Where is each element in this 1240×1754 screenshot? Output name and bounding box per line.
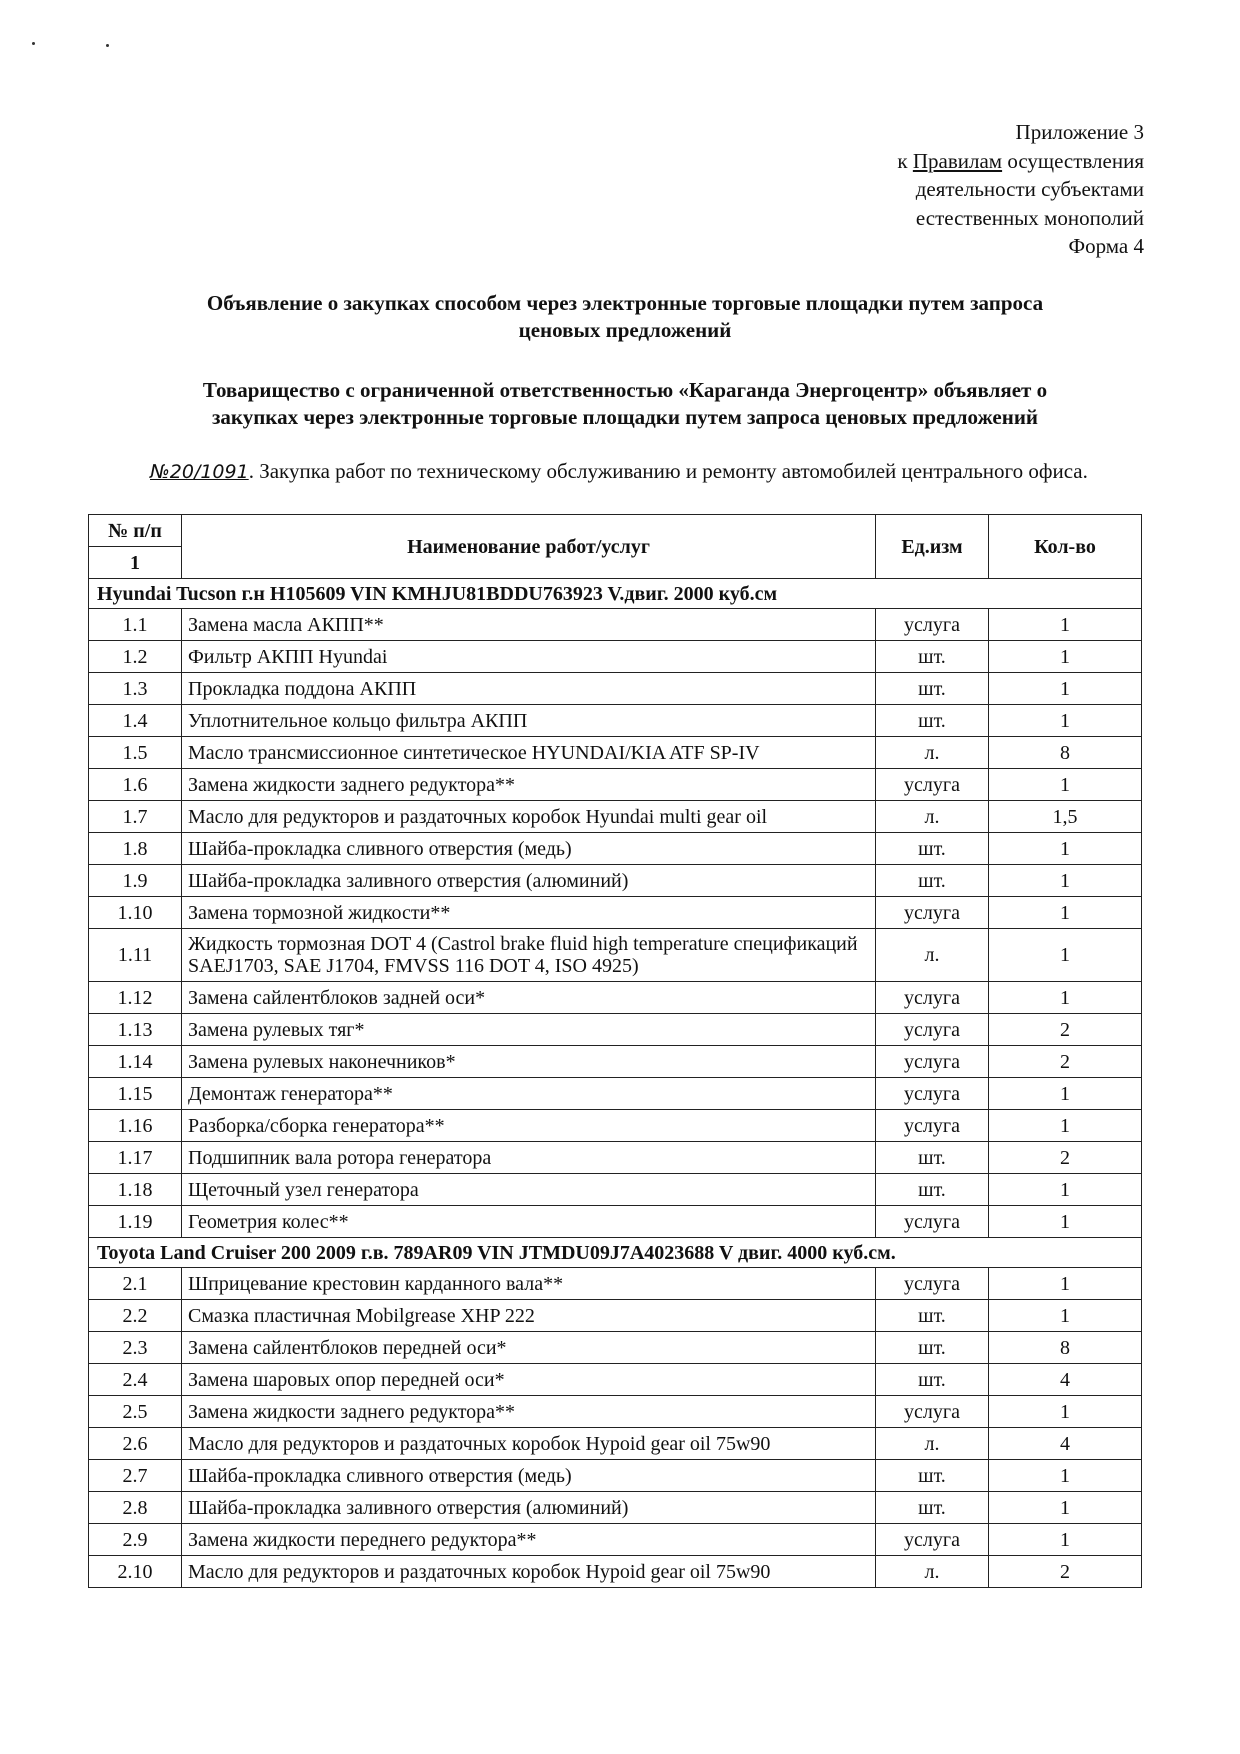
company-statement bbox=[110, 377, 1140, 431]
appendix-prefix: к bbox=[897, 148, 913, 173]
appendix-header bbox=[897, 118, 1144, 261]
table-row bbox=[89, 1078, 1142, 1110]
row-qty: 1 bbox=[989, 1492, 1142, 1524]
row-unit: услуга bbox=[876, 897, 989, 929]
vehicle-group-row bbox=[89, 579, 1142, 609]
row-qty: 2 bbox=[989, 1046, 1142, 1078]
row-qty: 1 bbox=[989, 1268, 1142, 1300]
row-unit: шт. bbox=[876, 1332, 989, 1364]
row-qty: 4 bbox=[989, 1428, 1142, 1460]
row-unit: услуга bbox=[876, 769, 989, 801]
rules-link[interactable]: Правилам bbox=[912, 148, 1003, 173]
row-unit: шт. bbox=[876, 1460, 989, 1492]
row-name: Уплотнительное кольцо фильтра АКПП bbox=[182, 705, 876, 737]
row-number: 1.14 bbox=[89, 1046, 182, 1078]
purchase-description bbox=[132, 458, 1142, 486]
table-row bbox=[89, 1396, 1142, 1428]
row-number: 1.2 bbox=[89, 641, 182, 673]
table-row bbox=[89, 1524, 1142, 1556]
row-number: 1.1 bbox=[89, 609, 182, 641]
row-qty: 1,5 bbox=[989, 801, 1142, 833]
row-name: Жидкость тормозная DOT 4 (Castrol brake fluid high temperature спецификаций SAEJ1703, SAE J1704, FMVSS 116 DOT 4, ISO 4925) bbox=[182, 929, 876, 982]
row-number: 2.6 bbox=[89, 1428, 182, 1460]
vehicle-title: Toyota Land Cruiser 200 2009 г.в. 789AR09 VIN JTMDU09J7A4023688 V двиг. 4000 куб.см. bbox=[89, 1238, 1142, 1268]
table-row bbox=[89, 1046, 1142, 1078]
row-unit: шт. bbox=[876, 705, 989, 737]
appendix-line: естественных монополий bbox=[915, 205, 1144, 230]
appendix-suffix: осуществления bbox=[1002, 148, 1144, 173]
table-row bbox=[89, 1174, 1142, 1206]
row-name: Шайба-прокладка сливного отверстия (медь) bbox=[182, 1460, 876, 1492]
row-name: Шприцевание крестовин карданного вала** bbox=[182, 1268, 876, 1300]
row-unit: л. bbox=[876, 737, 989, 769]
scan-speck bbox=[32, 42, 35, 45]
vehicle-group-row bbox=[89, 1238, 1142, 1268]
row-unit: шт. bbox=[876, 673, 989, 705]
row-number: 2.7 bbox=[89, 1460, 182, 1492]
appendix-line bbox=[897, 147, 1144, 176]
header-unit: Ед.изм bbox=[876, 515, 989, 579]
row-unit: л. bbox=[876, 1428, 989, 1460]
row-qty: 2 bbox=[989, 1556, 1142, 1588]
row-number: 1.13 bbox=[89, 1014, 182, 1046]
table-row bbox=[89, 609, 1142, 641]
row-qty: 1 bbox=[989, 769, 1142, 801]
row-qty: 1 bbox=[989, 897, 1142, 929]
row-qty: 1 bbox=[989, 1300, 1142, 1332]
row-qty: 1 bbox=[989, 1460, 1142, 1492]
row-name: Замена жидкости заднего редуктора** bbox=[182, 769, 876, 801]
row-number: 2.4 bbox=[89, 1364, 182, 1396]
table-row bbox=[89, 705, 1142, 737]
row-name: Замена жидкости заднего редуктора** bbox=[182, 1396, 876, 1428]
row-name: Масло для редукторов и раздаточных коробок Hypoid gear oil 75w90 bbox=[182, 1556, 876, 1588]
row-number: 1.17 bbox=[89, 1142, 182, 1174]
table-row bbox=[89, 1014, 1142, 1046]
table-row bbox=[89, 1492, 1142, 1524]
header-num: № п/п bbox=[89, 515, 182, 547]
row-number: 1.3 bbox=[89, 673, 182, 705]
row-unit: услуга bbox=[876, 982, 989, 1014]
row-name: Разборка/сборка генератора** bbox=[182, 1110, 876, 1142]
row-qty: 8 bbox=[989, 737, 1142, 769]
vehicle-title: Hyundai Tucson г.н H105609 VIN KMHJU81BDDU763923 V.двиг. 2000 куб.см bbox=[89, 579, 1142, 609]
row-qty: 2 bbox=[989, 1142, 1142, 1174]
row-number: 2.2 bbox=[89, 1300, 182, 1332]
row-name: Шайба-прокладка сливного отверстия (медь) bbox=[182, 833, 876, 865]
row-qty: 1 bbox=[989, 1110, 1142, 1142]
row-qty: 1 bbox=[989, 1174, 1142, 1206]
row-number: 2.10 bbox=[89, 1556, 182, 1588]
title-line: ценовых предложений bbox=[518, 318, 732, 342]
row-name: Замена тормозной жидкости** bbox=[182, 897, 876, 929]
row-name: Замена жидкости переднего редуктора** bbox=[182, 1524, 876, 1556]
row-number: 1.12 bbox=[89, 982, 182, 1014]
row-unit: шт. bbox=[876, 865, 989, 897]
row-number: 1.16 bbox=[89, 1110, 182, 1142]
row-name: Замена сайлентблоков передней оси* bbox=[182, 1332, 876, 1364]
row-qty: 8 bbox=[989, 1332, 1142, 1364]
table-row bbox=[89, 1332, 1142, 1364]
row-number: 1.18 bbox=[89, 1174, 182, 1206]
row-number: 1.6 bbox=[89, 769, 182, 801]
table-row bbox=[89, 865, 1142, 897]
table-row bbox=[89, 769, 1142, 801]
row-unit: л. bbox=[876, 1556, 989, 1588]
row-unit: шт. bbox=[876, 1364, 989, 1396]
row-qty: 1 bbox=[989, 982, 1142, 1014]
row-name: Масло для редукторов и раздаточных коробок Hyundai multi gear oil bbox=[182, 801, 876, 833]
table-row bbox=[89, 1142, 1142, 1174]
row-name: Подшипник вала ротора генератора bbox=[182, 1142, 876, 1174]
table-row bbox=[89, 1300, 1142, 1332]
row-name: Замена рулевых наконечников* bbox=[182, 1046, 876, 1078]
table-row bbox=[89, 641, 1142, 673]
row-number: 2.1 bbox=[89, 1268, 182, 1300]
row-name: Шайба-прокладка заливного отверстия (алюминий) bbox=[182, 865, 876, 897]
row-number: 1.10 bbox=[89, 897, 182, 929]
table-row bbox=[89, 1428, 1142, 1460]
row-name: Смазка пластичная Mobilgrease XHP 222 bbox=[182, 1300, 876, 1332]
title-line: Объявление о закупках способом через электронные торговые площадки путем запроса bbox=[206, 291, 1044, 315]
row-qty: 1 bbox=[989, 865, 1142, 897]
row-qty: 1 bbox=[989, 641, 1142, 673]
row-name: Шайба-прокладка заливного отверстия (алюминий) bbox=[182, 1492, 876, 1524]
row-number: 1.15 bbox=[89, 1078, 182, 1110]
row-unit: услуга bbox=[876, 609, 989, 641]
table-row bbox=[89, 982, 1142, 1014]
table-row bbox=[89, 1364, 1142, 1396]
purchase-text: . Закупка работ по техническому обслуживанию и ремонту автомобилей центрального офиса. bbox=[248, 459, 1088, 483]
row-name: Прокладка поддона АКПП bbox=[182, 673, 876, 705]
row-qty: 1 bbox=[989, 929, 1142, 982]
row-number: 2.9 bbox=[89, 1524, 182, 1556]
table-row bbox=[89, 1460, 1142, 1492]
table-row bbox=[89, 929, 1142, 982]
appendix-line: деятельности субъектами bbox=[915, 177, 1144, 201]
row-unit: услуга bbox=[876, 1014, 989, 1046]
table-row bbox=[89, 1268, 1142, 1300]
row-qty: 1 bbox=[989, 1078, 1142, 1110]
statement-line: закупках через электронные торговые площадки путем запроса ценовых предложений bbox=[211, 405, 1039, 429]
purchase-number: №20/1091 bbox=[150, 461, 249, 483]
row-qty: 1 bbox=[989, 1396, 1142, 1428]
row-number: 1.19 bbox=[89, 1206, 182, 1238]
row-unit: шт. bbox=[876, 1142, 989, 1174]
row-number: 1.9 bbox=[89, 865, 182, 897]
row-qty: 1 bbox=[989, 673, 1142, 705]
row-unit: услуга bbox=[876, 1046, 989, 1078]
row-unit: л. bbox=[876, 929, 989, 982]
table-row bbox=[89, 833, 1142, 865]
row-name: Демонтаж генератора** bbox=[182, 1078, 876, 1110]
row-number: 1.8 bbox=[89, 833, 182, 865]
row-number: 1.11 bbox=[89, 929, 182, 982]
row-name: Геометрия колес** bbox=[182, 1206, 876, 1238]
header-qty: Кол-во bbox=[989, 515, 1142, 579]
row-name: Масло трансмиссионное синтетическое HYUNDAI/KIA ATF SP-IV bbox=[182, 737, 876, 769]
row-number: 1.7 bbox=[89, 801, 182, 833]
row-unit: шт. bbox=[876, 1492, 989, 1524]
row-name: Щеточный узел генератора bbox=[182, 1174, 876, 1206]
row-qty: 1 bbox=[989, 1524, 1142, 1556]
row-unit: услуга bbox=[876, 1268, 989, 1300]
row-unit: л. bbox=[876, 801, 989, 833]
form-number: Форма 4 bbox=[1068, 234, 1144, 258]
row-unit: услуга bbox=[876, 1110, 989, 1142]
row-unit: шт. bbox=[876, 833, 989, 865]
scan-speck bbox=[106, 44, 109, 47]
row-qty: 1 bbox=[989, 609, 1142, 641]
row-unit: услуга bbox=[876, 1524, 989, 1556]
header-name: Наименование работ/услуг bbox=[182, 515, 876, 579]
row-unit: шт. bbox=[876, 1300, 989, 1332]
appendix-line: Приложение 3 bbox=[1015, 120, 1144, 144]
row-name: Замена рулевых тяг* bbox=[182, 1014, 876, 1046]
row-number: 1.4 bbox=[89, 705, 182, 737]
row-number: 2.5 bbox=[89, 1396, 182, 1428]
row-unit: услуга bbox=[876, 1396, 989, 1428]
row-number: 2.3 bbox=[89, 1332, 182, 1364]
table-row bbox=[89, 1206, 1142, 1238]
row-qty: 1 bbox=[989, 833, 1142, 865]
table-row bbox=[89, 801, 1142, 833]
row-name: Масло для редукторов и раздаточных коробок Hypoid gear oil 75w90 bbox=[182, 1428, 876, 1460]
announcement-title bbox=[110, 290, 1140, 344]
works-table bbox=[88, 514, 1142, 1588]
row-unit: шт. bbox=[876, 1174, 989, 1206]
row-number: 2.8 bbox=[89, 1492, 182, 1524]
table-header-row bbox=[89, 515, 1142, 547]
row-unit: шт. bbox=[876, 641, 989, 673]
row-name: Замена шаровых опор передней оси* bbox=[182, 1364, 876, 1396]
row-qty: 4 bbox=[989, 1364, 1142, 1396]
table-row bbox=[89, 1556, 1142, 1588]
row-unit: услуга bbox=[876, 1206, 989, 1238]
row-name: Замена масла АКПП** bbox=[182, 609, 876, 641]
row-qty: 1 bbox=[989, 705, 1142, 737]
row-name: Фильтр АКПП Hyundai bbox=[182, 641, 876, 673]
table-row bbox=[89, 897, 1142, 929]
row-number: 1.5 bbox=[89, 737, 182, 769]
row-name: Замена сайлентблоков задней оси* bbox=[182, 982, 876, 1014]
row-unit: услуга bbox=[876, 1078, 989, 1110]
table-row bbox=[89, 673, 1142, 705]
statement-line: Товарищество с ограниченной ответственностью «Караганда Энергоцентр» объявляет о bbox=[202, 378, 1048, 402]
row-qty: 1 bbox=[989, 1206, 1142, 1238]
row-qty: 2 bbox=[989, 1014, 1142, 1046]
header-num-sub: 1 bbox=[89, 547, 182, 579]
table-row bbox=[89, 1110, 1142, 1142]
table-row bbox=[89, 737, 1142, 769]
